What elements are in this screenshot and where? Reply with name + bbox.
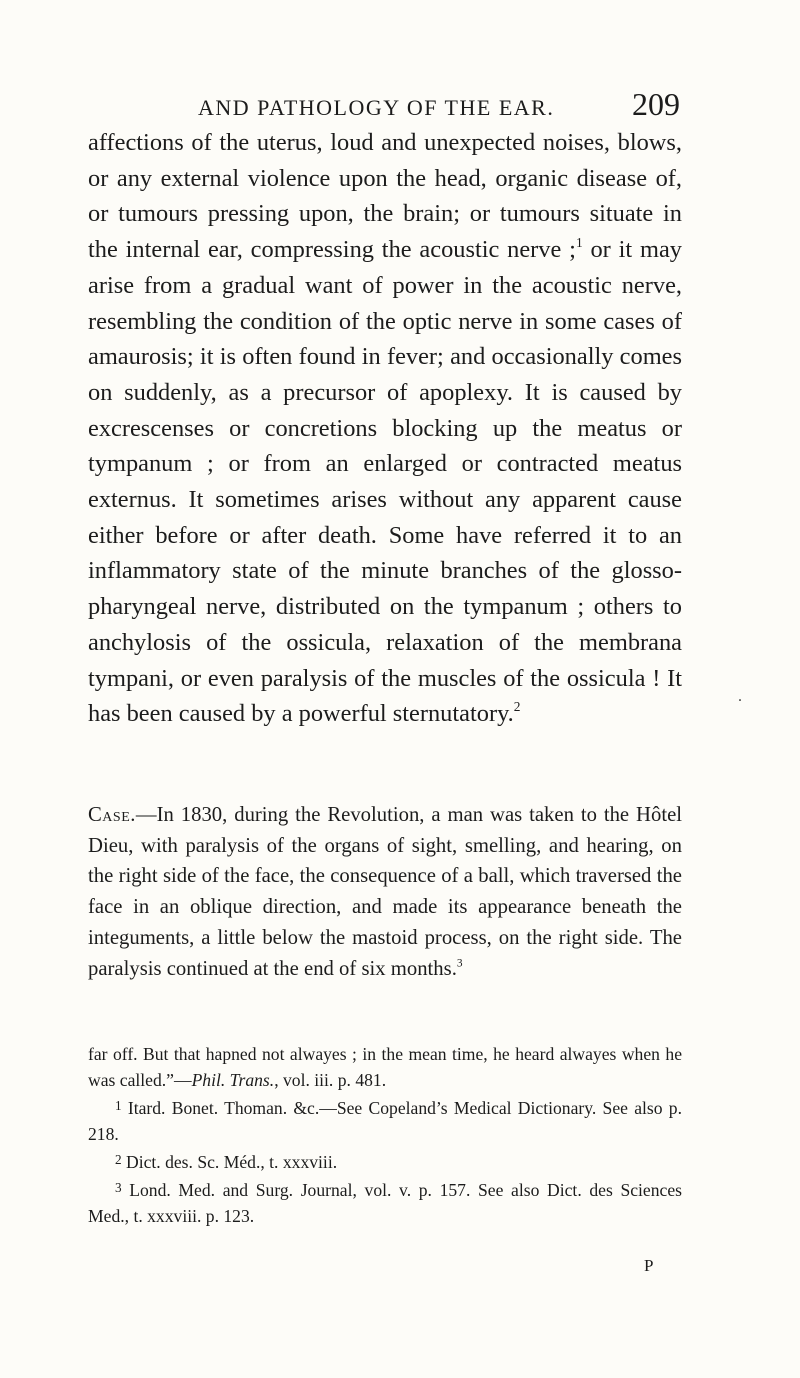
case-label: Case. <box>88 804 136 826</box>
case-paragraph <box>88 800 682 984</box>
footnote-3-text: Lond. Med. and Surg. Journal, vol. v. p. 157. See also Dict. des Sciences Med., t. xxxviii. p. 123. <box>88 1179 682 1226</box>
footnote-continued-italic: Phil. Trans. <box>191 1070 275 1090</box>
main-paragraph <box>88 125 682 732</box>
footnote-1-text: Itard. Bonet. Thoman. &c.—See Copeland’s Medical Dictionary. See also p. 218. <box>88 1097 682 1144</box>
footnote-ref-2: 2 <box>513 699 521 715</box>
stray-mark: . <box>738 688 742 705</box>
footnote-ref-1: 1 <box>575 235 583 251</box>
footnote-2-text: Dict. des. Sc. Méd., t. xxxviii. <box>121 1151 338 1172</box>
footnote-ref-3: 3 <box>456 956 463 969</box>
page-number: 209 <box>632 86 680 122</box>
footnote-3-mark: 3 <box>115 1179 122 1195</box>
main-text-part1: affections of the uterus, loud and unexpected noises, blows, or any external violence upon the head, organic disease of, or tumours pressing upon, the brain; or tumours situate in the internal ear, compressing the acoustic nerve ; <box>88 129 682 264</box>
main-text <box>88 125 682 732</box>
footnote-continued <box>88 1041 682 1093</box>
footnote-1 <box>88 1093 682 1147</box>
footnote-continued-prefix: far off. But that hapned not alwayes ; in the mean time, he heard alwayes when he was called.”— <box>88 1044 682 1090</box>
signature-mark: P <box>644 1256 654 1275</box>
case-text: —In 1830, during the Revolution, a man was taken to the Hôtel Dieu, with paralysis of the organs of sight, smelling, and hearing, on the right side of the face, the consequence of a ball, which traversed the face in an oblique direction, and made its appearance beneath the integuments, a little below the mastoid process, on the right side. The paralysis continued at the end of six months. <box>88 804 682 980</box>
running-head: AND PATHOLOGY OF THE EAR. <box>198 95 555 120</box>
footnote-2-mark: 2 <box>115 1151 122 1167</box>
footnote-3 <box>88 1175 682 1229</box>
footnotes <box>88 1041 682 1229</box>
main-text-part2: or it may arise from a gradual want of power in the acoustic nerve, resembling the condition of the optic nerve in some cases of amaurosis; it is often found in fever; and occasionally comes on suddenly, as a precursor of apoplexy. It is caused by excrescenses or concretions blocking up the meatus or tympanum ; or from an enlarged or contracted meatus externus. It sometimes arises without any apparent cause either before or after death. Some have referred it to an inflammatory state of the minute branches of the glosso-pharyngeal nerve, distributed on the tympanum ; others to anchylosis of the ossicula, relaxation of the membrana tympani, or even paralysis of the muscles of the ossicula ! It has been caused by a powerful sternutatory. <box>88 236 682 728</box>
footnote-2 <box>88 1147 682 1175</box>
footnote-continued-suffix: , vol. iii. p. 481. <box>274 1070 387 1090</box>
page-header <box>198 86 680 123</box>
footnote-1-mark: 1 <box>115 1098 122 1113</box>
